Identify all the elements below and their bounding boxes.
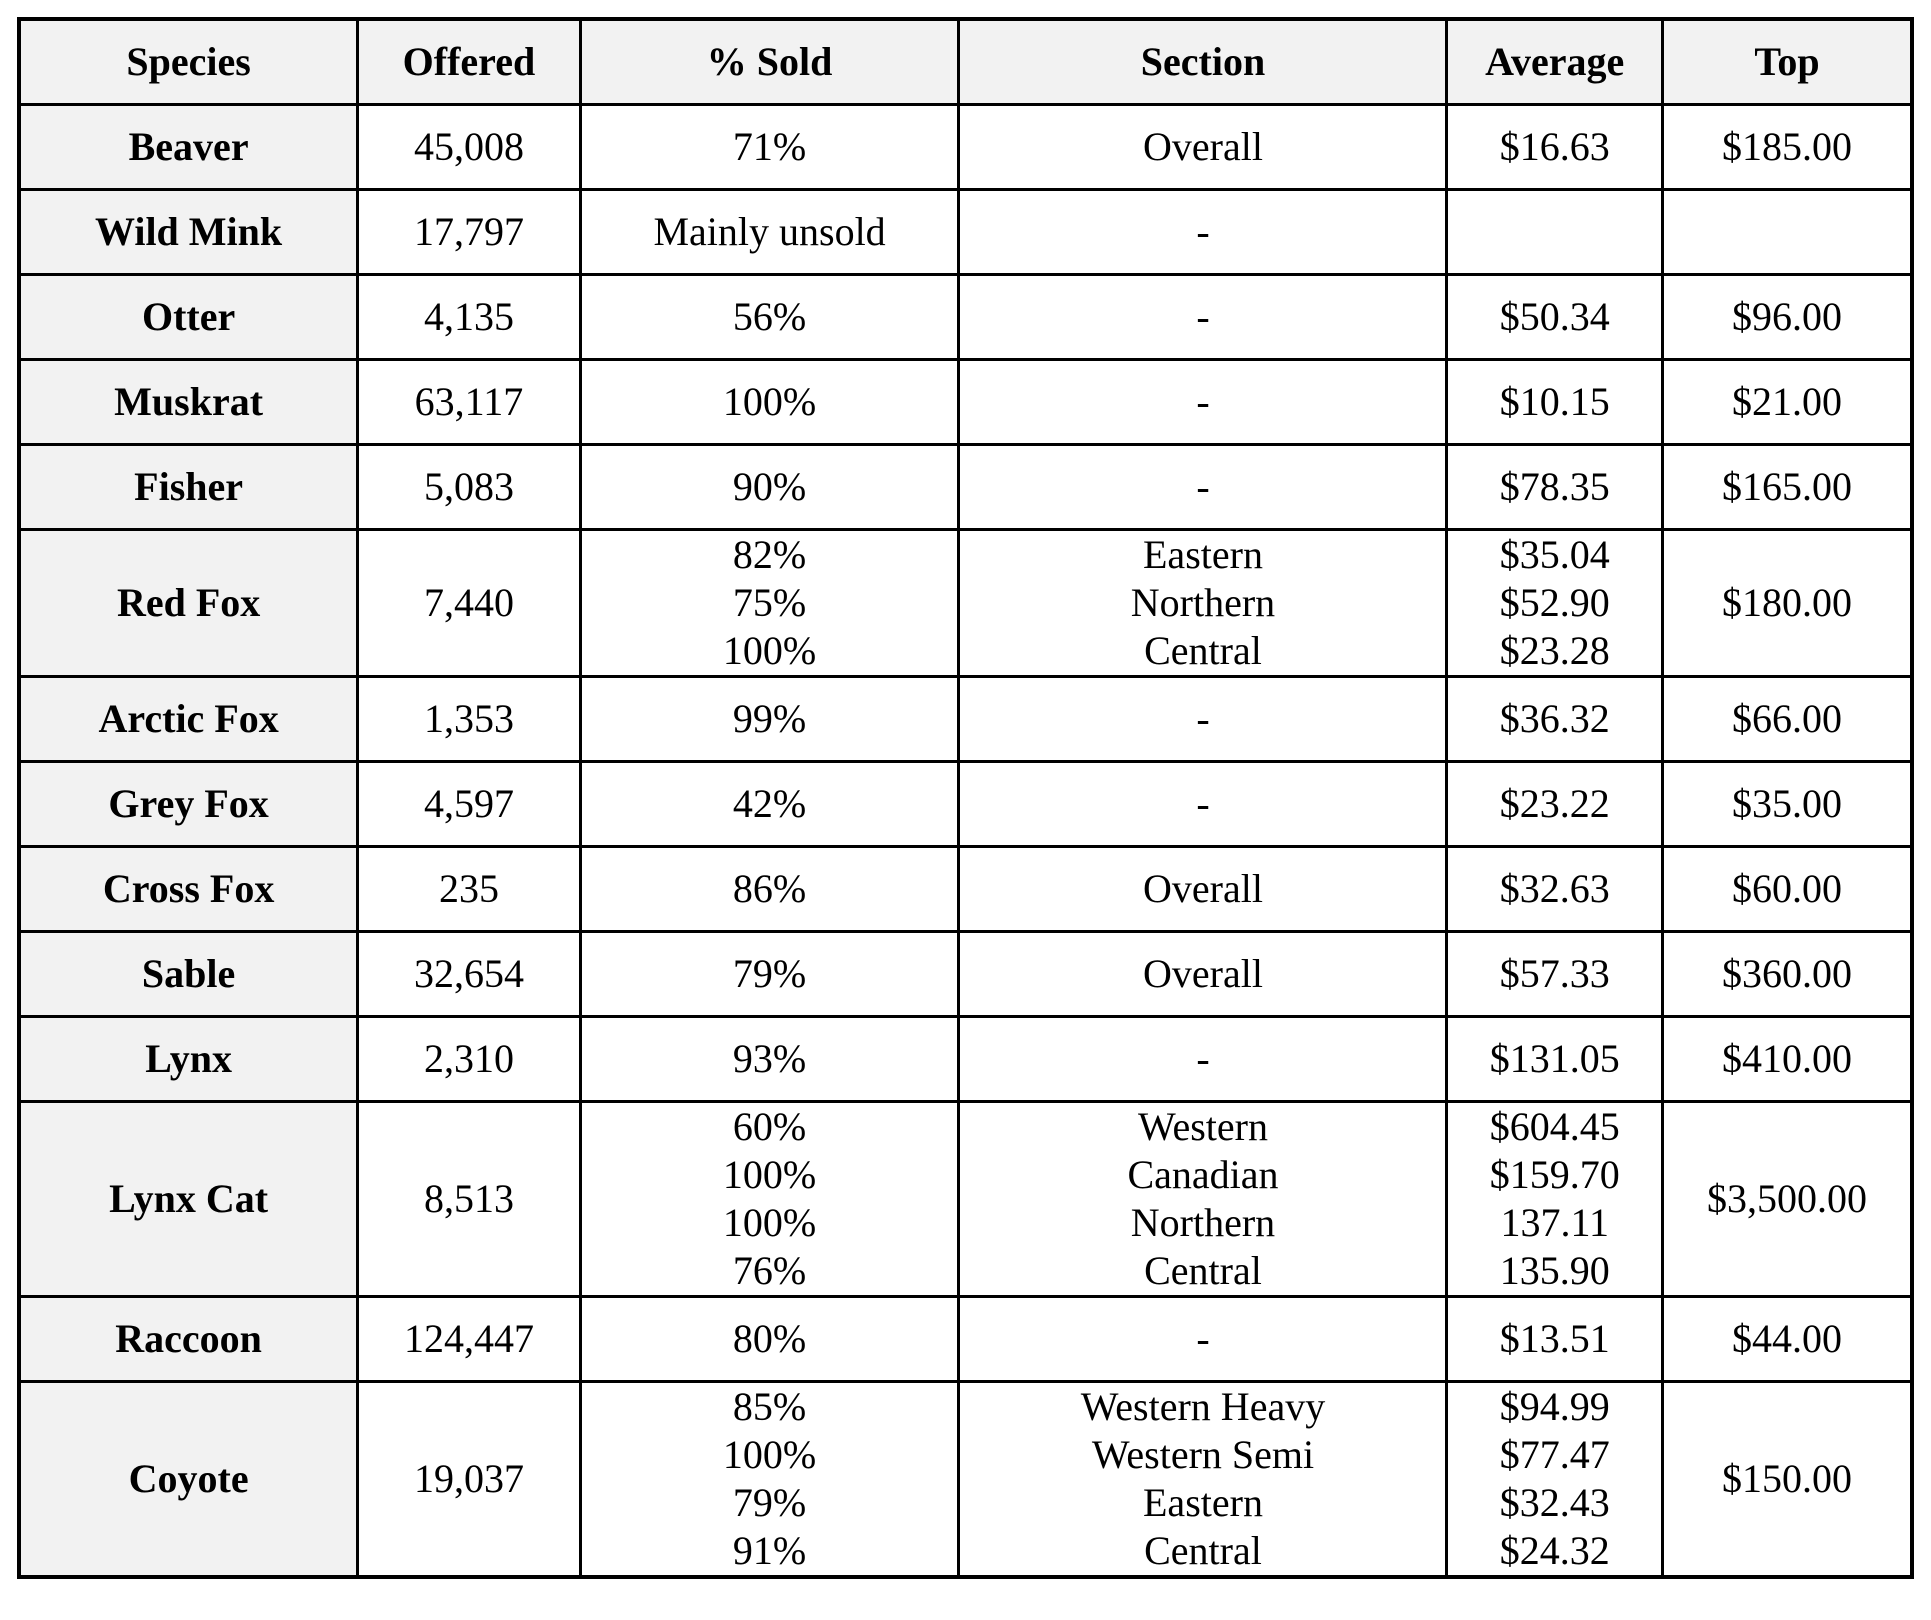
percent-sold-line: 100%	[722, 628, 817, 673]
table-row	[19, 1102, 1912, 1297]
header-row	[19, 19, 1912, 105]
section-cell	[959, 1102, 1447, 1297]
percent-sold-line: 79%	[732, 951, 807, 996]
species-cell: Lynx	[19, 1017, 358, 1102]
average-line: $50.34	[1499, 294, 1610, 339]
percent-sold-line: 100%	[722, 1152, 817, 1197]
percent-sold-line: 90%	[732, 464, 807, 509]
offered-cell: 4,597	[358, 762, 580, 847]
percent-sold-line: 100%	[722, 1432, 817, 1477]
average-line: $32.43	[1499, 1480, 1610, 1525]
percent-sold-cell	[580, 275, 959, 360]
top-cell: $21.00	[1662, 360, 1912, 445]
average-line: $23.28	[1499, 628, 1610, 673]
table-row	[19, 762, 1912, 847]
table-row	[19, 1017, 1912, 1102]
top-cell: $165.00	[1662, 445, 1912, 530]
percent-sold-cell	[580, 1382, 959, 1578]
percent-sold-cell	[580, 360, 959, 445]
section-cell	[959, 762, 1447, 847]
species-cell: Cross Fox	[19, 847, 358, 932]
section-cell	[959, 530, 1447, 677]
section-line: -	[1196, 379, 1210, 424]
top-cell: $60.00	[1662, 847, 1912, 932]
average-line: $24.32	[1499, 1528, 1610, 1573]
section-cell	[959, 677, 1447, 762]
average-cell	[1447, 275, 1662, 360]
section-line: -	[1196, 294, 1210, 339]
percent-sold-line: 76%	[732, 1248, 807, 1293]
average-line: $23.22	[1499, 781, 1610, 826]
top-cell: $35.00	[1662, 762, 1912, 847]
section-line: Western Heavy	[1080, 1384, 1326, 1429]
section-line: -	[1196, 209, 1210, 254]
percent-sold-line: 85%	[732, 1384, 807, 1429]
average-cell	[1447, 1102, 1662, 1297]
section-line: Central	[1144, 1528, 1262, 1573]
species-cell: Beaver	[19, 105, 358, 190]
percent-sold-cell	[580, 105, 959, 190]
section-cell	[959, 445, 1447, 530]
offered-cell: 124,447	[358, 1297, 580, 1382]
header-top: Top	[1662, 19, 1912, 105]
average-line: $604.45	[1489, 1104, 1620, 1149]
section-line: Western Semi	[1091, 1432, 1315, 1477]
average-cell	[1447, 847, 1662, 932]
offered-cell: 4,135	[358, 275, 580, 360]
average-cell	[1447, 762, 1662, 847]
table-row	[19, 1297, 1912, 1382]
fur-sale-results-table	[17, 17, 1914, 1579]
section-cell	[959, 360, 1447, 445]
section-line: -	[1196, 696, 1210, 741]
section-line: Eastern	[1143, 1480, 1263, 1525]
top-cell: $410.00	[1662, 1017, 1912, 1102]
percent-sold-cell	[580, 1102, 959, 1297]
species-cell: Sable	[19, 932, 358, 1017]
average-cell	[1447, 1297, 1662, 1382]
offered-cell: 63,117	[358, 360, 580, 445]
percent-sold-cell	[580, 847, 959, 932]
offered-cell: 17,797	[358, 190, 580, 275]
species-cell: Arctic Fox	[19, 677, 358, 762]
species-cell: Fisher	[19, 445, 358, 530]
table-row	[19, 1382, 1912, 1578]
average-line: $13.51	[1499, 1316, 1610, 1361]
species-cell: Red Fox	[19, 530, 358, 677]
section-line: Western	[1137, 1104, 1268, 1149]
table-header	[19, 19, 1912, 105]
species-cell: Wild Mink	[19, 190, 358, 275]
offered-cell: 8,513	[358, 1102, 580, 1297]
section-line: Eastern	[1143, 532, 1263, 577]
average-cell	[1447, 1017, 1662, 1102]
top-cell: $180.00	[1662, 530, 1912, 677]
species-cell: Raccoon	[19, 1297, 358, 1382]
section-cell	[959, 932, 1447, 1017]
section-cell	[959, 1382, 1447, 1578]
header-offered: Offered	[358, 19, 580, 105]
average-line: $77.47	[1499, 1432, 1610, 1477]
average-cell	[1447, 1382, 1662, 1578]
section-line: Northern	[1130, 1200, 1276, 1245]
section-line: Northern	[1130, 580, 1276, 625]
section-line: Canadian	[1127, 1152, 1279, 1197]
percent-sold-line: 82%	[732, 532, 807, 577]
average-line: $10.15	[1499, 379, 1610, 424]
table-row	[19, 932, 1912, 1017]
species-cell: Coyote	[19, 1382, 358, 1578]
percent-sold-line: 42%	[732, 781, 807, 826]
section-line: -	[1196, 781, 1210, 826]
average-line: $78.35	[1499, 464, 1610, 509]
species-cell: Otter	[19, 275, 358, 360]
percent-sold-line: 79%	[732, 1480, 807, 1525]
section-cell	[959, 1017, 1447, 1102]
percent-sold-cell	[580, 445, 959, 530]
section-cell	[959, 275, 1447, 360]
species-cell: Lynx Cat	[19, 1102, 358, 1297]
offered-cell: 7,440	[358, 530, 580, 677]
percent-sold-cell	[580, 762, 959, 847]
average-line: $32.63	[1499, 866, 1610, 911]
percent-sold-line: 86%	[732, 866, 807, 911]
average-line: $159.70	[1489, 1152, 1620, 1197]
top-cell	[1662, 190, 1912, 275]
table-row	[19, 847, 1912, 932]
percent-sold-cell	[580, 1297, 959, 1382]
percent-sold-cell	[580, 932, 959, 1017]
average-cell	[1447, 445, 1662, 530]
top-cell: $3,500.00	[1662, 1102, 1912, 1297]
top-cell: $185.00	[1662, 105, 1912, 190]
species-cell: Grey Fox	[19, 762, 358, 847]
average-line: 137.11	[1500, 1200, 1609, 1245]
percent-sold-cell	[580, 530, 959, 677]
section-cell	[959, 1297, 1447, 1382]
percent-sold-cell	[580, 677, 959, 762]
top-cell: $66.00	[1662, 677, 1912, 762]
offered-cell: 1,353	[358, 677, 580, 762]
section-line: Overall	[1143, 866, 1263, 911]
section-cell	[959, 190, 1447, 275]
average-line: 135.90	[1499, 1248, 1610, 1293]
section-line: -	[1196, 1036, 1210, 1081]
percent-sold-line: 75%	[732, 580, 807, 625]
top-cell: $150.00	[1662, 1382, 1912, 1578]
header-section: Section	[959, 19, 1447, 105]
average-line: $131.05	[1489, 1036, 1620, 1081]
table-row	[19, 677, 1912, 762]
average-line: $94.99	[1499, 1384, 1610, 1429]
percent-sold-cell	[580, 190, 959, 275]
section-line: -	[1196, 464, 1210, 509]
table-row	[19, 190, 1912, 275]
average-cell	[1447, 360, 1662, 445]
section-line: Overall	[1143, 951, 1263, 996]
offered-cell: 32,654	[358, 932, 580, 1017]
section-line: Central	[1144, 1248, 1262, 1293]
table-row	[19, 275, 1912, 360]
average-line: $16.63	[1499, 124, 1610, 169]
average-line: $35.04	[1499, 532, 1610, 577]
average-cell	[1447, 677, 1662, 762]
percent-sold-line: 71%	[732, 124, 807, 169]
percent-sold-line: 93%	[732, 1036, 807, 1081]
section-line: -	[1196, 1316, 1210, 1361]
header-percent-sold: % Sold	[580, 19, 959, 105]
percent-sold-line: 56%	[732, 294, 807, 339]
average-cell	[1447, 530, 1662, 677]
table-body	[19, 105, 1912, 1578]
offered-cell: 235	[358, 847, 580, 932]
average-line: $57.33	[1499, 951, 1610, 996]
section-cell	[959, 105, 1447, 190]
table-row	[19, 445, 1912, 530]
offered-cell: 5,083	[358, 445, 580, 530]
top-cell: $96.00	[1662, 275, 1912, 360]
table-row	[19, 360, 1912, 445]
species-cell: Muskrat	[19, 360, 358, 445]
top-cell: $44.00	[1662, 1297, 1912, 1382]
offered-cell: 19,037	[358, 1382, 580, 1578]
section-line: Overall	[1143, 124, 1263, 169]
percent-sold-line: 100%	[722, 1200, 817, 1245]
top-cell: $360.00	[1662, 932, 1912, 1017]
average-cell	[1447, 105, 1662, 190]
percent-sold-line: 100%	[722, 379, 817, 424]
table-row	[19, 105, 1912, 190]
average-line: $36.32	[1499, 696, 1610, 741]
percent-sold-cell	[580, 1017, 959, 1102]
header-average: Average	[1447, 19, 1662, 105]
average-line: $52.90	[1499, 580, 1610, 625]
percent-sold-line: Mainly unsold	[653, 209, 886, 254]
section-cell	[959, 847, 1447, 932]
average-cell	[1447, 932, 1662, 1017]
section-line: Central	[1144, 628, 1262, 673]
offered-cell: 45,008	[358, 105, 580, 190]
percent-sold-line: 99%	[732, 696, 807, 741]
average-cell	[1447, 190, 1662, 275]
table-row	[19, 530, 1912, 677]
header-species: Species	[19, 19, 358, 105]
percent-sold-line: 60%	[732, 1104, 807, 1149]
offered-cell: 2,310	[358, 1017, 580, 1102]
percent-sold-line: 91%	[732, 1528, 807, 1573]
percent-sold-line: 80%	[732, 1316, 807, 1361]
